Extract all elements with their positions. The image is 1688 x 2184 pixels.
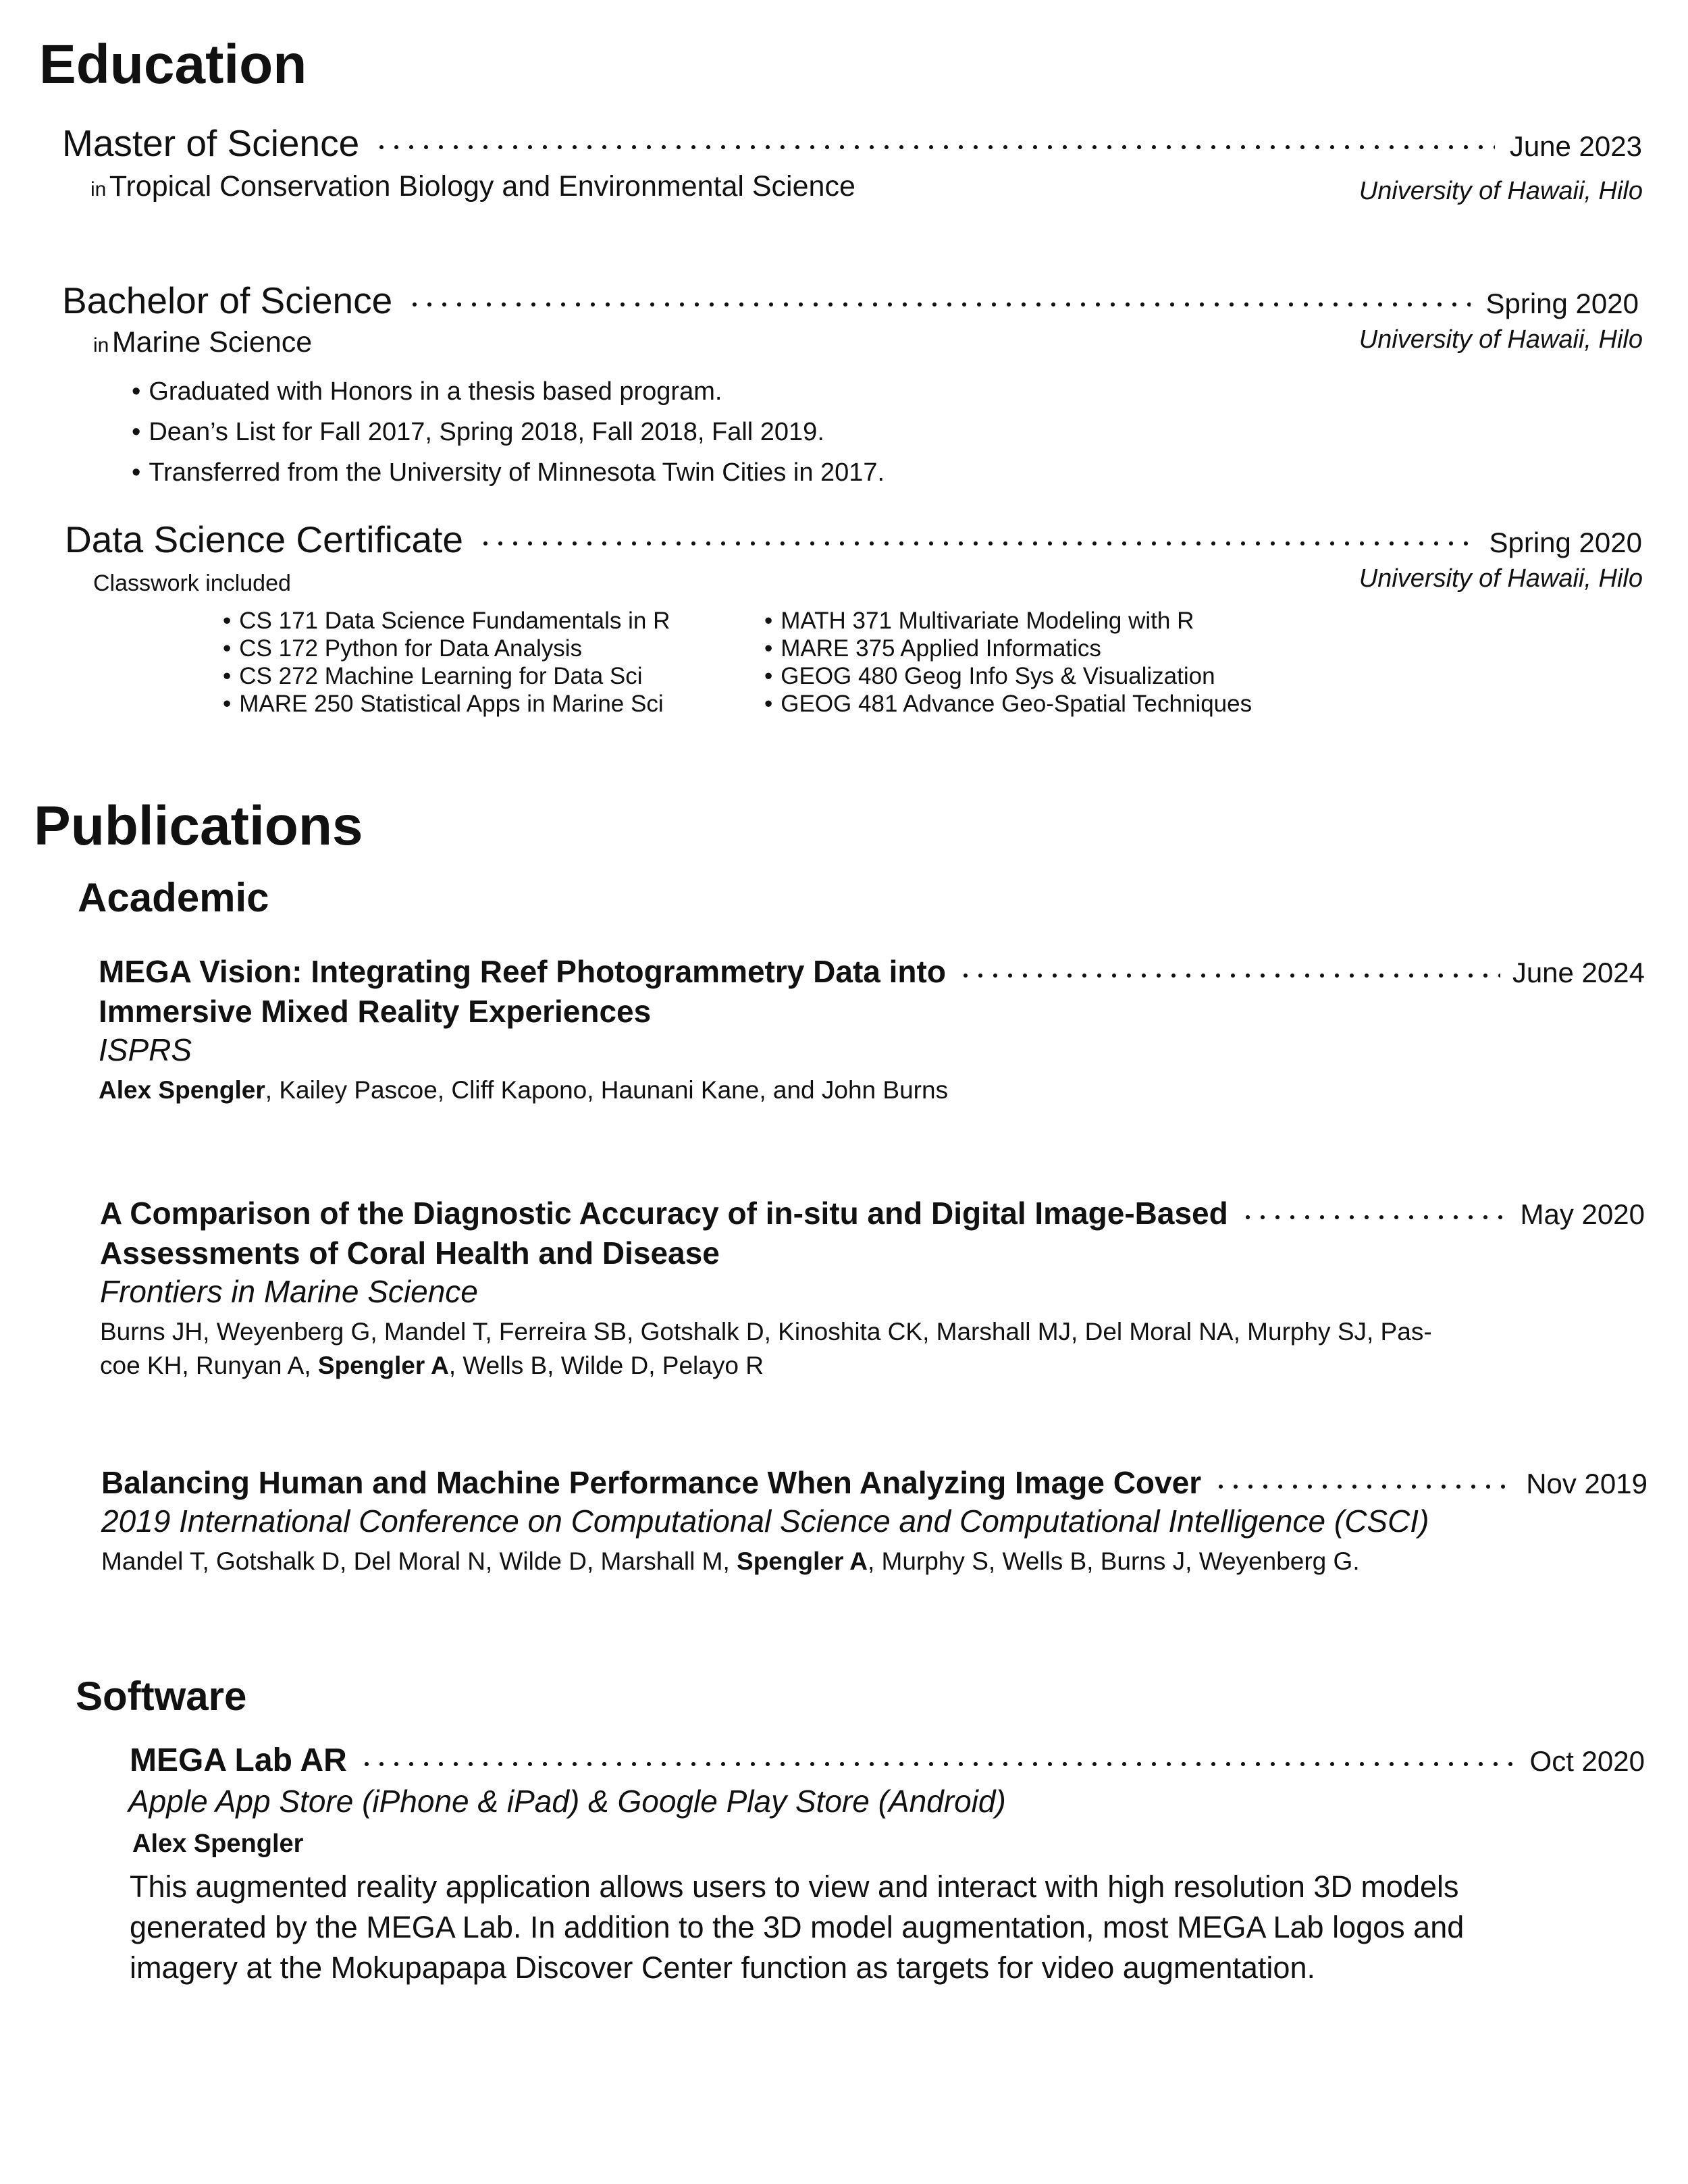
description-line: imagery at the Mokupapapa Discover Center function as targets for video augmentation. [130, 1950, 1315, 1985]
publication-date: Nov 2019 [1526, 1468, 1647, 1499]
dot-leader [1240, 1194, 1508, 1233]
certificate-row [65, 518, 1642, 561]
degree-field-line [90, 170, 855, 203]
course-item: • GEOG 481 Advance Geo-Spatial Techniques [764, 690, 1252, 718]
software-heading: Software [76, 1674, 247, 1719]
degree-title: Bachelor of Science [62, 279, 393, 321]
publication-authors-cont [100, 1349, 764, 1383]
publication-title-row [101, 1463, 1647, 1503]
dot-leader [478, 518, 1474, 561]
publication-venue: Frontiers in Marine Science [100, 1274, 478, 1309]
academic-heading: Academic [78, 875, 269, 920]
in-label: in [90, 178, 107, 201]
authors-post: , Wells B, Wilde D, Pelayo R [448, 1352, 764, 1379]
author-highlight: Spengler A [737, 1547, 868, 1575]
course-list-right [764, 607, 1252, 718]
publication-title: A Comparison of the Diagnostic Accuracy of in-situ and Digital Image-Based [100, 1196, 1228, 1231]
course-list-left [223, 607, 670, 718]
publication-title-row [100, 1194, 1645, 1233]
degree-field: Tropical Conservation Biology and Environmental Science [109, 170, 855, 203]
list-item: • Graduated with Honors in a thesis based program. [132, 371, 885, 412]
course-item: • CS 272 Machine Learning for Data Sci [223, 662, 670, 690]
publication-title-cont: Immersive Mixed Reality Experiences [99, 994, 652, 1029]
certificate-date: Spring 2020 [1489, 527, 1642, 558]
publication-date: June 2024 [1512, 957, 1645, 988]
publication-title-row [99, 952, 1645, 992]
dot-leader [1213, 1463, 1514, 1503]
dot-leader [407, 279, 1471, 322]
authors-pre: coe KH, Runyan A, [100, 1352, 318, 1379]
publication-authors [99, 1073, 948, 1107]
degree-date: Spring 2020 [1485, 288, 1639, 319]
authors-pre: Mandel T, Gotshalk D, Del Moral N, Wilde D, Marshall M, [101, 1547, 737, 1575]
software-date: Oct 2020 [1529, 1745, 1645, 1777]
degree-field: Marine Science [111, 326, 313, 358]
software-title: MEGA Lab AR [130, 1742, 347, 1778]
author-highlight: Alex Spengler [99, 1076, 265, 1104]
certificate-title: Data Science Certificate [65, 518, 463, 560]
publication-authors [101, 1545, 1360, 1578]
publication-authors: Burns JH, Weyenberg G, Mandel T, Ferreira SB, Gotshalk D, Kinoshita CK, Marshall MJ, Del Moral NA, Murphy SJ, Pas- [100, 1318, 1432, 1346]
degree-masters-row [62, 122, 1642, 165]
degree-institution: University of Hawaii, Hilo [1359, 325, 1643, 354]
classwork-label: Classwork included [93, 570, 291, 596]
software-author: Alex Spengler [132, 1830, 304, 1858]
certificate-institution: University of Hawaii, Hilo [1359, 564, 1643, 593]
course-item: • GEOG 480 Geog Info Sys & Visualization [764, 662, 1252, 690]
course-item: • CS 171 Data Science Fundamentals in R [223, 607, 670, 635]
education-heading: Education [39, 34, 307, 95]
description-line: generated by the MEGA Lab. In addition to the 3D model augmentation, most MEGA Lab logos and [130, 1910, 1465, 1944]
list-item: • Transferred from the University of Minnesota Twin Cities in 2017. [132, 452, 885, 493]
dot-leader [374, 122, 1495, 165]
publications-heading: Publications [34, 795, 363, 857]
publication-title-cont: Assessments of Coral Health and Disease [100, 1235, 720, 1271]
publication-title: Balancing Human and Machine Performance When Analyzing Image Cover [101, 1465, 1202, 1500]
author-highlight: Spengler A [317, 1352, 449, 1379]
publication-venue: 2019 International Conference on Computational Science and Computational Intelligence (CSCI) [101, 1503, 1429, 1539]
dot-leader [359, 1740, 1518, 1780]
publication-venue: ISPRS [99, 1032, 192, 1067]
degree-date: June 2023 [1509, 130, 1642, 162]
degree-field-line [93, 326, 312, 359]
course-item: • CS 172 Python for Data Analysis [223, 635, 670, 662]
in-label: in [93, 334, 109, 356]
course-item: • MATH 371 Multivariate Modeling with R [764, 607, 1252, 635]
publication-date: May 2020 [1520, 1198, 1645, 1230]
authors-rest: , Kailey Pascoe, Cliff Kapono, Haunani Kane, and John Burns [265, 1076, 949, 1104]
dot-leader [958, 952, 1500, 992]
software-venue: Apple App Store (iPhone & iPad) & Google Play Store (Android) [128, 1784, 1006, 1819]
publication-title: MEGA Vision: Integrating Reef Photogrammetry Data into [99, 954, 946, 989]
authors-post: , Murphy S, Wells B, Burns J, Weyenberg G. [867, 1547, 1360, 1575]
software-title-row [130, 1740, 1645, 1780]
course-item: • MARE 375 Applied Informatics [764, 635, 1252, 662]
list-item: • Dean’s List for Fall 2017, Spring 2018, Fall 2018, Fall 2019. [132, 412, 885, 452]
degree-institution: University of Hawaii, Hilo [1359, 177, 1643, 205]
degree-title: Master of Science [62, 122, 360, 164]
degree-bachelors-row [62, 279, 1639, 322]
software-description [130, 1867, 1464, 1988]
description-line: This augmented reality application allows users to view and interact with high resolution 3D models [130, 1869, 1459, 1904]
degree-notes-list [132, 371, 885, 493]
course-item: • MARE 250 Statistical Apps in Marine Sci [223, 690, 670, 718]
